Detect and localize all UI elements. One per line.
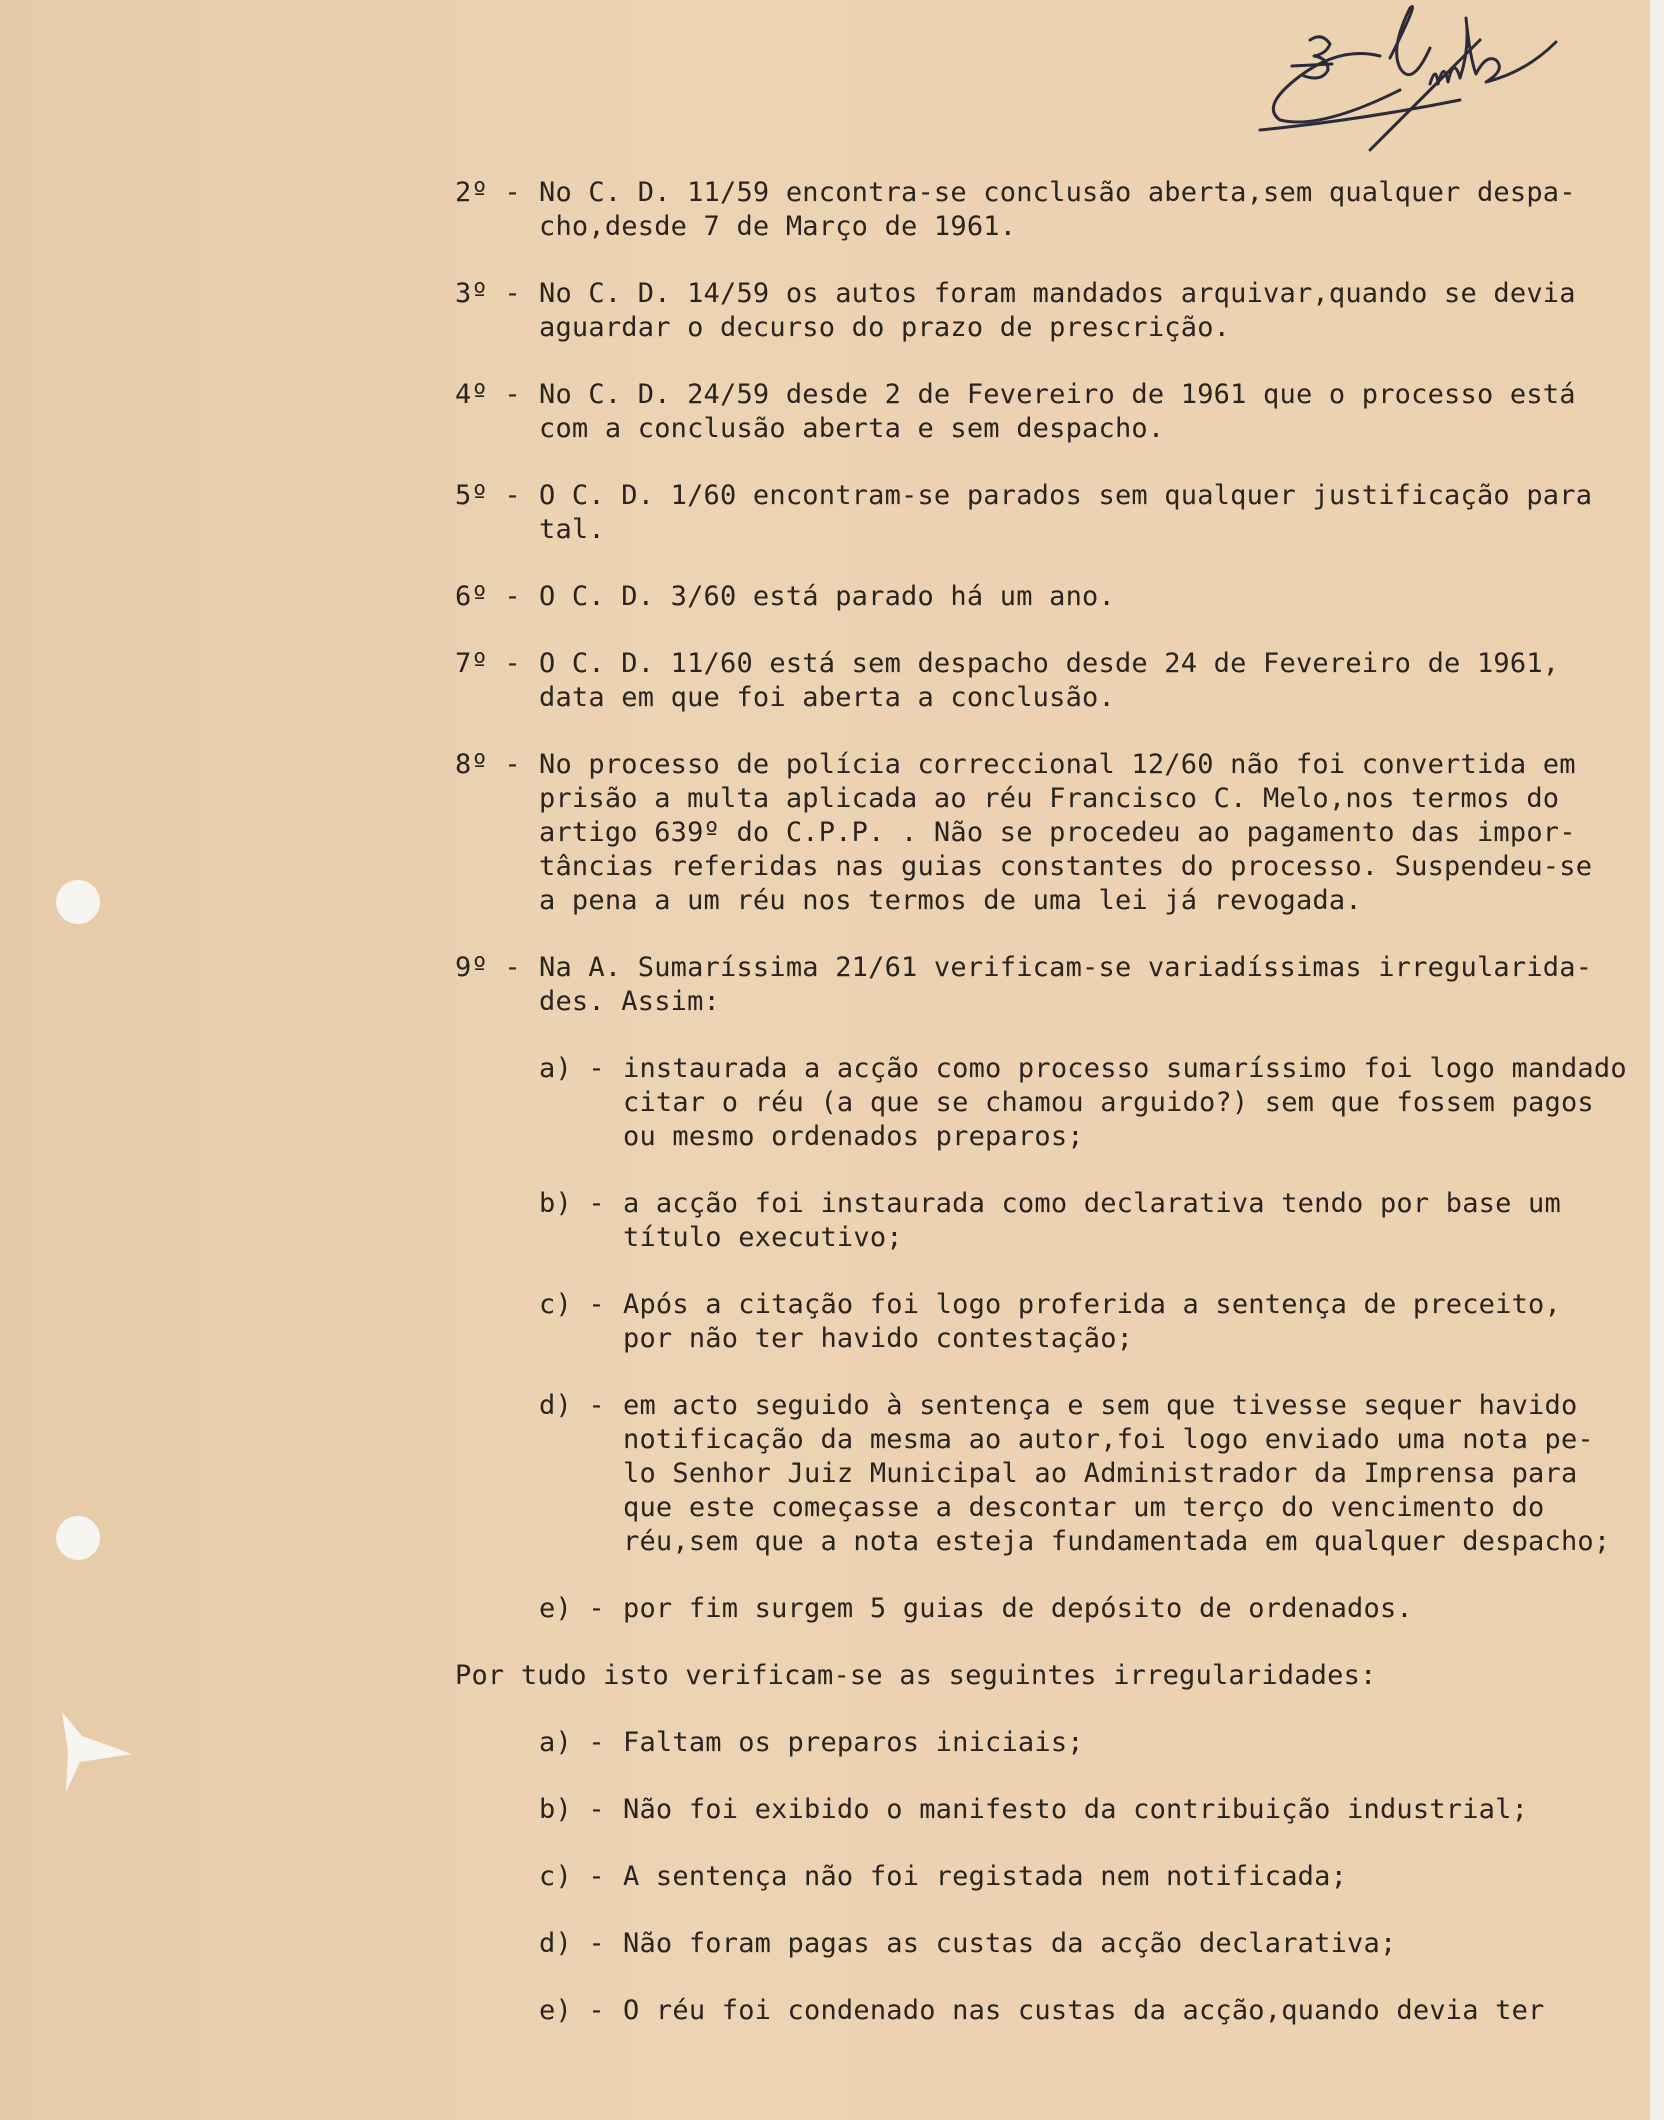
item-3 [455,277,1655,345]
item-4 [455,378,1655,446]
item-8 [455,748,1655,918]
item-7 [455,647,1655,715]
item-text: data em que foi aberta a conclusão. [539,682,1115,713]
item-text: O C. D. 3/60 está parado há um ano. [539,581,1115,612]
subitem-letter: e) - [539,1593,605,1624]
summary-intro: Por tudo isto verificam-se as seguintes irregularidades: [455,1660,1377,1691]
subitem-text: lo Senhor Juiz Municipal ao Administrador da Imprensa para [623,1458,1578,1489]
subitem-text: título executivo; [623,1222,903,1253]
irregularity-letter: c) - [539,1861,605,1892]
item-text: Na A. Sumaríssima 21/61 verificam-se variadíssimas irregularida- [539,952,1593,983]
item-number: 4º - [455,379,521,410]
subitem-text: a acção foi instaurada como declarativa tendo por base um [623,1188,1561,1219]
irregularity-text: Não foram pagas as custas da acção declarativa; [623,1928,1397,1959]
handwritten-signature [1240,0,1570,160]
irregularity-letter: a) - [539,1727,605,1758]
punch-hole [56,1516,100,1560]
irregularity-text: Faltam os preparos iniciais; [623,1727,1084,1758]
document-body [455,176,1655,2061]
item-6 [455,580,1655,614]
irregularity-c [539,1860,1655,1894]
irregularity-text: Não foi exibido o manifesto da contribuição industrial; [623,1794,1529,1825]
subitem-a [539,1052,1655,1154]
item-number: 2º - [455,177,521,208]
item-text: No processo de polícia correccional 12/60 não foi convertida em [539,749,1576,780]
subitem-text: citar o réu (a que se chamou arguido?) sem que fossem pagos [623,1087,1594,1118]
item-text: tal. [539,514,605,545]
irregularity-a [539,1726,1655,1760]
item-number: 7º - [455,648,521,679]
item-text: cho,desde 7 de Março de 1961. [539,211,1017,242]
subitem-b [539,1187,1655,1255]
item-text: des. Assim: [539,986,721,1017]
paper-tear [62,1712,138,1792]
item-text: O C. D. 11/60 está sem despacho desde 24 de Fevereiro de 1961, [539,648,1560,679]
item-text: No C. D. 24/59 desde 2 de Fevereiro de 1961 que o processo está [539,379,1576,410]
item-text: tâncias referidas nas guias constantes do processo. Suspendeu-se [539,851,1593,882]
subitem-letter: d) - [539,1390,605,1421]
item-number: 9º - [455,952,521,983]
item-number: 8º - [455,749,521,780]
subitem-text: notificação da mesma ao autor,foi logo enviado uma nota pe- [623,1424,1594,1455]
punch-hole [56,880,100,924]
item-number: 3º - [455,278,521,309]
subitem-letter: b) - [539,1188,605,1219]
item-text: O C. D. 1/60 encontram-se parados sem qualquer justificação para [539,480,1593,511]
subitem-letter: a) - [539,1053,605,1084]
subitem-letter: c) - [539,1289,605,1320]
subitem-text: instaurada a acção como processo sumaríssimo foi logo mandado [623,1053,1627,1084]
irregularity-text: A sentença não foi registada nem notificada; [623,1861,1348,1892]
subitem-text: que este começasse a descontar um terço do vencimento do [623,1492,1545,1523]
subitem-text: ou mesmo ordenados preparos; [623,1121,1084,1152]
irregularity-letter: d) - [539,1928,605,1959]
subitem-e [539,1592,1655,1626]
item-text: a pena a um réu nos termos de uma lei já revogada. [539,885,1362,916]
item-2 [455,176,1655,244]
item-text: No C. D. 14/59 os autos foram mandados arquivar,quando se devia [539,278,1576,309]
irregularity-letter: e) - [539,1995,605,2026]
irregularity-d [539,1927,1655,1961]
item-number: 5º - [455,480,521,511]
subitem-text: por fim surgem 5 guias de depósito de ordenados. [623,1593,1413,1624]
irregularity-b [539,1793,1655,1827]
item-text: artigo 639º do C.P.P. . Não se procedeu ao pagamento das impor- [539,817,1576,848]
item-9 [455,951,1655,1019]
subitem-d [539,1389,1655,1559]
item-text: aguardar o decurso do prazo de prescrição. [539,312,1231,343]
subitem-text: em acto seguido à sentença e sem que tivesse sequer havido [623,1390,1578,1421]
subitem-c [539,1288,1655,1356]
subitem-text: réu,sem que a nota esteja fundamentada em qualquer despacho; [623,1526,1611,1557]
subitem-text: por não ter havido contestação; [623,1323,1134,1354]
irregularity-letter: b) - [539,1794,605,1825]
irregularity-text: O réu foi condenado nas custas da acção,quando devia ter [623,1995,1545,2026]
irregularity-e [539,1994,1655,2028]
item-5 [455,479,1655,547]
item-text: No C. D. 11/59 encontra-se conclusão aberta,sem qualquer despa- [539,177,1576,208]
subitem-text: Após a citação foi logo proferida a sentença de preceito, [623,1289,1561,1320]
item-text: prisão a multa aplicada ao réu Francisco C. Melo,nos termos do [539,783,1560,814]
item-number: 6º - [455,581,521,612]
item-text: com a conclusão aberta e sem despacho. [539,413,1165,444]
